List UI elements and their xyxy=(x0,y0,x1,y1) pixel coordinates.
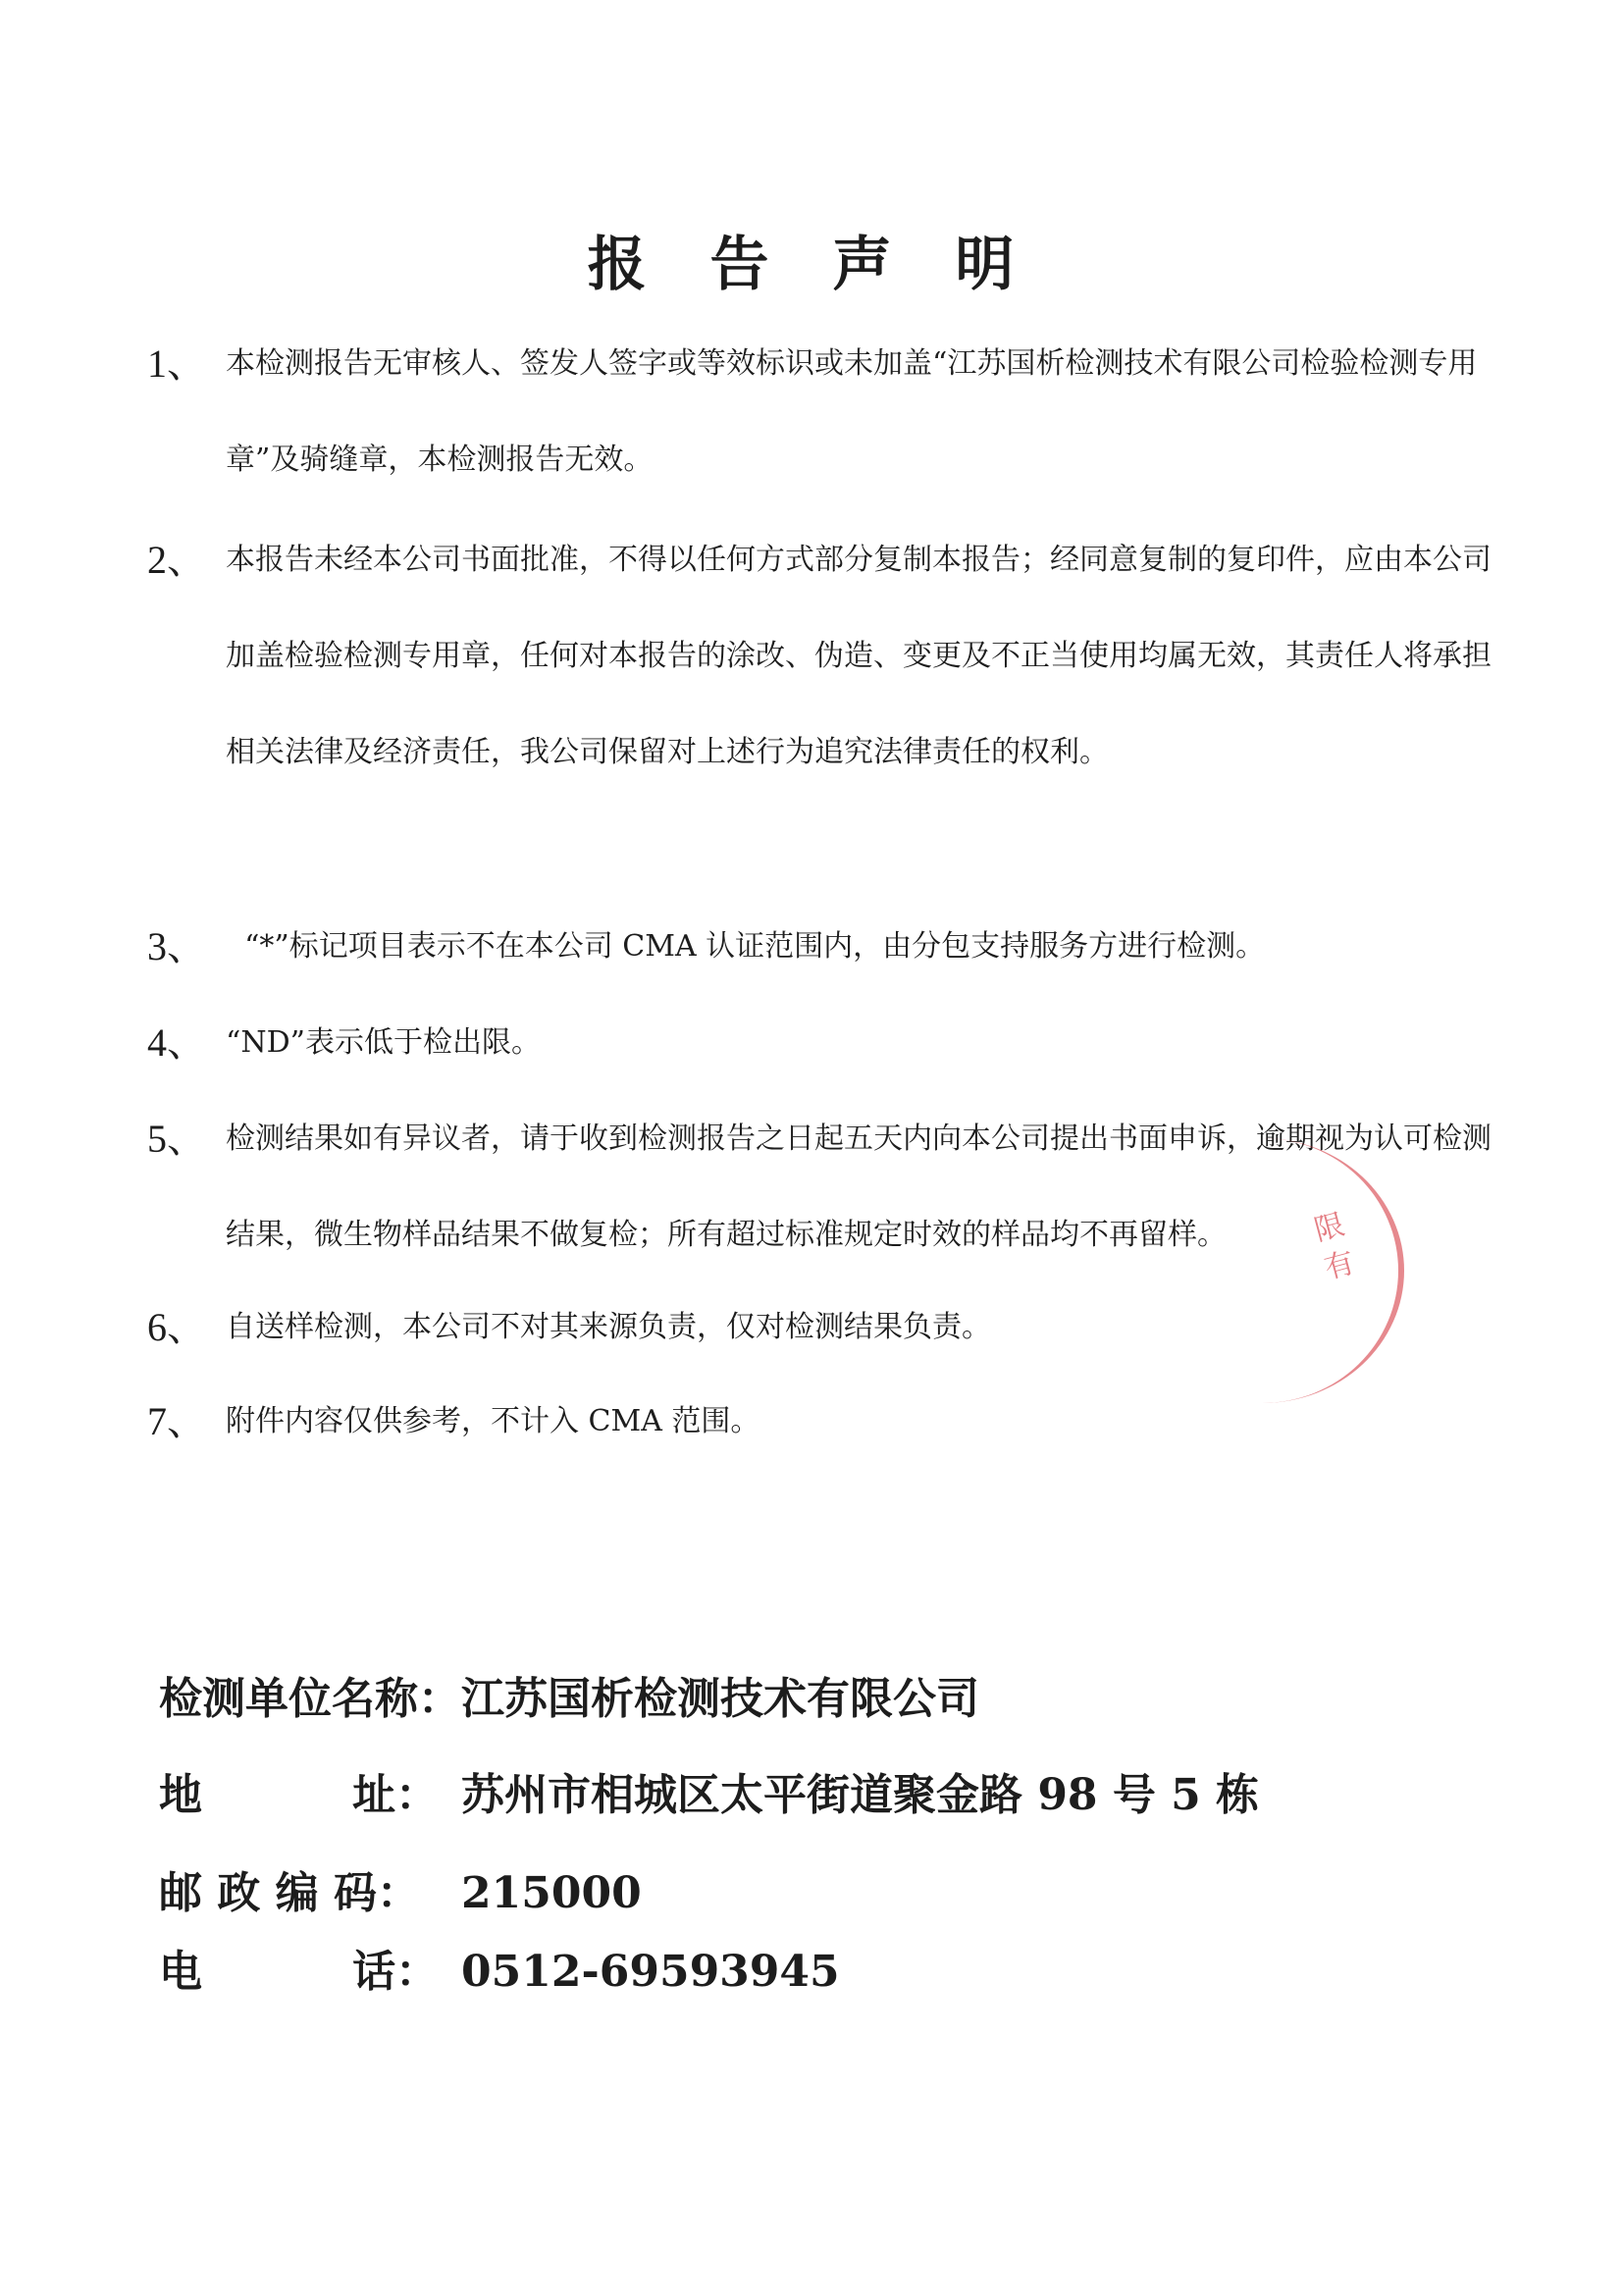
item-text: “*”标记项目表示不在本公司 CMA 认证范围内，由分包支持服务方进行检测。 xyxy=(226,929,1266,964)
statement-item-2 xyxy=(147,512,1501,897)
postcode-value: 215000 xyxy=(461,1868,642,1918)
address-value: 苏州市相城区太平街道聚金路 98 号 5 栋 xyxy=(461,1770,1260,1820)
item-number: 2、 xyxy=(147,538,206,582)
postcode-label: 邮 政 编 码： xyxy=(159,1868,420,1918)
item-text: 检测结果如有异议者，请于收到检测报告之日起五天内向本公司提出书面申诉，逾期视为认可检测结果，微生物样品结果不做复检；所有超过标准规定时效的样品均不再留样。 xyxy=(226,1122,1492,1252)
phone-row xyxy=(159,1943,1435,2002)
item-text: 附件内容仅供参考，不计入 CMA 范围。 xyxy=(226,1404,760,1438)
item-text: 自送样检测，本公司不对其来源负责，仅对检测结果负责。 xyxy=(226,1310,991,1344)
company-label: 检测单位名称： xyxy=(159,1674,461,1724)
item-number: 4、 xyxy=(147,1020,206,1065)
statement-item-4 xyxy=(147,995,1501,1091)
item-number: 7、 xyxy=(147,1399,206,1443)
statement-item-1 xyxy=(147,316,1501,508)
statement-item-3 xyxy=(147,899,1501,995)
item-number: 1、 xyxy=(147,341,206,386)
item-number: 3、 xyxy=(147,924,206,968)
company-value: 江苏国析检测技术有限公司 xyxy=(461,1674,979,1724)
item-text: “ND”表示低于检出限。 xyxy=(226,1025,541,1060)
company-name-row xyxy=(159,1670,1435,1729)
item-text: 本报告未经本公司书面批准，不得以任何方式部分复制本报告；经同意复制的复印件，应由本公司加盖检验检测专用章，任何对本报告的涂改、伪造、变更及不正当使用均属无效，其责任人将承担相关法律及经济责任，我公司保留对上述行为追究法律责任的权利。 xyxy=(226,543,1492,769)
item-number: 6、 xyxy=(147,1305,206,1349)
item-number: 5、 xyxy=(147,1117,206,1161)
postcode-row xyxy=(159,1864,1435,1923)
item-text: 本检测报告无审核人、签发人签字或等效标识或未加盖“江苏国析检测技术有限公司检验检测专用章”及骑缝章，本检测报告无效。 xyxy=(226,346,1478,477)
page-title: 报 告 声 明 xyxy=(587,231,1036,299)
seal-stamp-text: 限有 xyxy=(1310,1207,1359,1286)
address-row xyxy=(159,1766,1435,1825)
phone-label: 电 话： xyxy=(159,1947,440,1997)
phone-value: 0512-69593945 xyxy=(461,1947,840,1997)
address-label: 地 址： xyxy=(159,1770,440,1820)
